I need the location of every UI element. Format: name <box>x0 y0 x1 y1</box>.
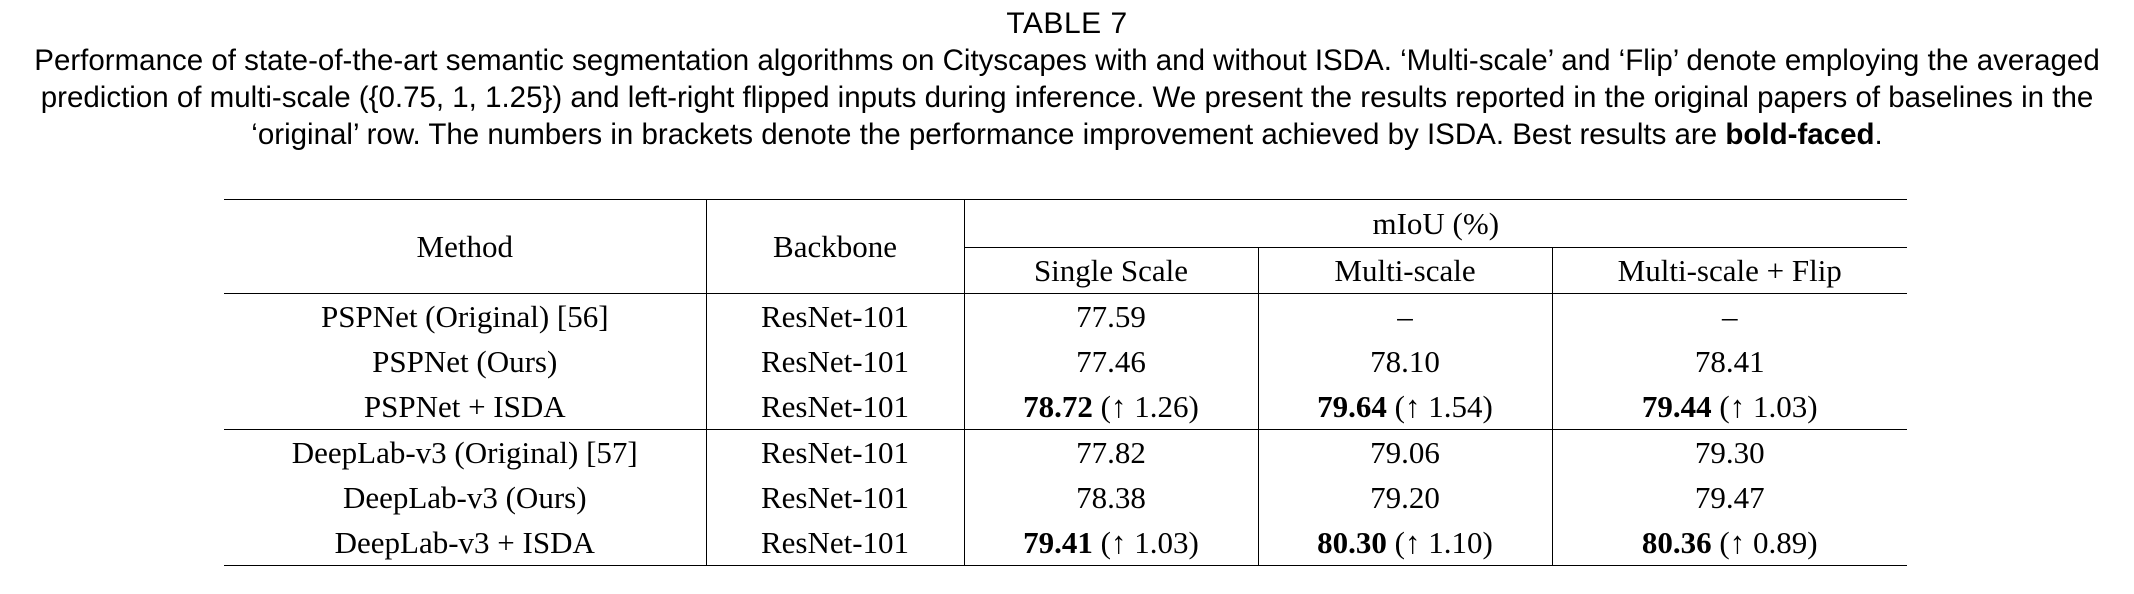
value: 78.38 <box>1076 480 1146 515</box>
value: 78.41 <box>1694 344 1765 379</box>
backbone-cell: ResNet-101 <box>706 384 964 430</box>
value: 79.47 <box>1694 480 1765 515</box>
value: – <box>1722 299 1738 334</box>
caption-bold-text: bold-faced <box>1725 118 1875 151</box>
single-scale-cell <box>964 475 1258 520</box>
multi-scale-cell <box>1258 294 1552 340</box>
single-scale-cell <box>964 384 1258 430</box>
table-row <box>224 384 1907 430</box>
header-miou: mIoU (%) <box>964 200 1907 248</box>
best-value: 79.41 <box>1023 525 1093 560</box>
flip-cell <box>1552 294 1907 340</box>
multi-scale-cell <box>1258 384 1552 430</box>
single-scale-cell <box>964 520 1258 566</box>
table-row <box>224 430 1907 476</box>
table-row <box>224 294 1907 340</box>
table-row <box>224 475 1907 520</box>
caption-body: Performance of state-of-the-art semantic segmentation algorithms on Cityscapes with and without ISDA. ‘Multi-scale’ and ‘Flip’ denote employing the averaged prediction of multi-scale ({0.75, 1, 1.25}) and left-right flipped inputs during inference. We present the results reported in the original papers of baselines in the ‘original’ row. The numbers in brackets denote the performance improvement achieved by ISDA. Best results are <box>34 44 2100 151</box>
best-value: 80.30 <box>1317 525 1387 560</box>
results-table <box>224 199 1907 566</box>
flip-cell <box>1552 339 1907 384</box>
multi-scale-cell <box>1258 475 1552 520</box>
flip-cell <box>1552 384 1907 430</box>
header-backbone: Backbone <box>706 200 964 294</box>
backbone-cell: ResNet-101 <box>706 430 964 476</box>
value: 77.46 <box>1076 344 1146 379</box>
value: 78.10 <box>1370 344 1440 379</box>
table-row <box>224 520 1907 566</box>
improvement: (↑ 1.10) <box>1386 525 1493 560</box>
multi-scale-cell <box>1258 520 1552 566</box>
method-cell: DeepLab-v3 + ISDA <box>224 520 706 566</box>
value: 77.59 <box>1076 299 1146 334</box>
improvement: (↑ 1.03) <box>1092 525 1199 560</box>
method-cell: PSPNet + ISDA <box>224 384 706 430</box>
single-scale-cell <box>964 339 1258 384</box>
best-value: 80.36 <box>1641 525 1712 560</box>
method-cell: DeepLab-v3 (Ours) <box>224 475 706 520</box>
table-caption <box>0 6 2134 153</box>
improvement: (↑ 1.26) <box>1092 389 1199 424</box>
caption-text <box>0 42 2134 153</box>
value: 77.82 <box>1076 435 1146 470</box>
method-cell: PSPNet (Original) [56] <box>224 294 706 340</box>
backbone-cell: ResNet-101 <box>706 339 964 384</box>
single-scale-cell <box>964 294 1258 340</box>
best-value: 79.64 <box>1317 389 1387 424</box>
header-row-1 <box>224 200 1907 248</box>
header-multi-scale-flip: Multi-scale + Flip <box>1552 248 1907 294</box>
improvement: (↑ 1.54) <box>1386 389 1493 424</box>
header-multi-scale: Multi-scale <box>1258 248 1552 294</box>
best-value: 79.44 <box>1641 389 1712 424</box>
backbone-cell: ResNet-101 <box>706 475 964 520</box>
flip-cell <box>1552 520 1907 566</box>
improvement: (↑ 0.89) <box>1711 525 1818 560</box>
flip-cell <box>1552 475 1907 520</box>
single-scale-cell <box>964 430 1258 476</box>
header-single-scale: Single Scale <box>964 248 1258 294</box>
best-value: 78.72 <box>1023 389 1093 424</box>
multi-scale-cell <box>1258 430 1552 476</box>
caption-end: . <box>1874 118 1883 151</box>
value: 79.30 <box>1694 435 1765 470</box>
table-row <box>224 339 1907 384</box>
multi-scale-cell <box>1258 339 1552 384</box>
backbone-cell: ResNet-101 <box>706 520 964 566</box>
flip-cell <box>1552 430 1907 476</box>
table-number: TABLE 7 <box>1006 7 1128 40</box>
improvement: (↑ 1.03) <box>1711 389 1818 424</box>
value: 79.06 <box>1370 435 1440 470</box>
value: – <box>1397 299 1413 334</box>
value: 79.20 <box>1370 480 1440 515</box>
method-cell: DeepLab-v3 (Original) [57] <box>224 430 706 476</box>
header-method: Method <box>224 200 706 294</box>
method-cell: PSPNet (Ours) <box>224 339 706 384</box>
backbone-cell: ResNet-101 <box>706 294 964 340</box>
